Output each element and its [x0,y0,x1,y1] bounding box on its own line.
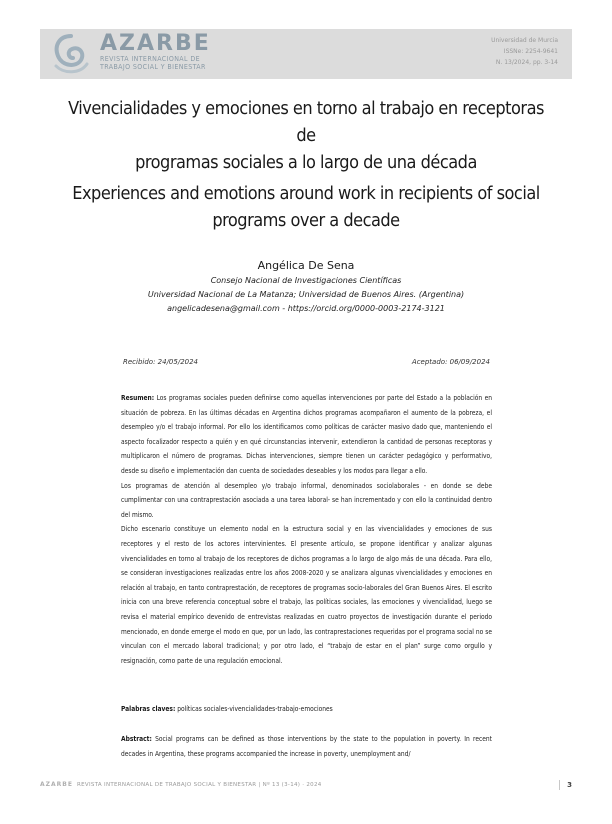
journal-header [40,29,572,79]
journal-issue: N. 13/2024, pp. 3-14 [495,59,558,66]
abstract-paragraph: Dicho escenario constituye un elemento nodal en la estructura social y en las vivencialidades y emociones de sus receptores y el resto de los actores intervinientes. El presente artículo, se propone identificar y analizar algunas vivencialidades en torno al trabajo de los receptores de dichos programas a lo largo de algo más de una década. Para ello, se consideran investigaciones realizadas entre los años 2008-2020 y se analizara algunas vivencialidades y emociones en relación al trabajo, en tanto contraprestación, de receptores de programas socio-laborales del Gran Buenos Aires. El escrito inicia con una breve referencia conceptual sobre el trabajo, las políticas sociales, las emociones y vivencialidad, luego se revisa el material empírico devenido de entrevistas realizadas en cuatro proyectos de investigación durante el periodo mencionado, en donde emerge el modo en que, por un lado, las contraprestaciones requeridas por el programa social no se vinculan con el mercado laboral tradicional; y por otro lado, el “trabajo de estar en el plan” surge como orgullo y resignación, como parte de una regulación emocional. [121,525,492,665]
journal-meta [491,35,558,68]
author-contact[interactable]: angelicadesena@gmail.com - https://orcid.org/0000-0003-2174-3121 [167,304,445,313]
journal-logo-subtitle-1: REVISTA INTERNACIONAL DE [100,55,200,63]
journal-issn: ISSNe: 2254-9641 [503,48,558,55]
abstract-en-text: Social programs can be defined as those interventions by the state to the population in poverty. In recent decades in Argentina, these programs accompanied the increase in poverty, unemployment and/ [121,735,492,758]
footer-journal-text: REVISTA INTERNACIONAL DE TRABAJO SOCIAL Y BIENESTAR | Nº 13 (3-14) · 2024 [77,782,322,788]
page-footer [40,779,572,793]
author-affiliation-1: Consejo Nacional de Investigaciones Científicas [210,276,402,285]
abstract-en-label: Abstract: [121,735,152,743]
author-affiliation-2: Universidad Nacional de La Matanza; Universidad de Buenos Aires. (Argentina) [147,290,465,299]
author-name: Angélica De Sena [257,259,355,272]
submission-dates [123,358,490,366]
abstract-paragraph-text: Los programas sociales pueden definirse como aquellas intervenciones por parte del Estado a la población en situación de pobreza. En las últimas décadas en Argentina dichos programas acompañaron el aumento de la pobreza, el desempleo y/o el trabajo informal. Por ello los identificamos como políticas de carácter masivo dado que, manteniendo el aspecto focalizador respecto a quién y en qué circunstancias intervenir, extendieron la cantidad de personas receptoras y multiplicaron el número de programas. Dichas intervenciones, siempre tienen un carácter pedagógico y performativo, desde su diseño e implementación dan cuenta de sociedades deseables y los modos para llegar a ello. [121,394,492,475]
page-number: 3 [567,781,572,789]
title-en-line-2: programs over a decade [212,210,400,231]
abstract-english [121,732,492,761]
journal-logo-subtitle-2: TRABAJO SOCIAL Y BIENESTAR [100,63,206,71]
keywords-label: Palabras claves: [121,705,176,713]
journal-logo-icon [50,32,92,76]
footer-logo: AZARBE [40,781,73,788]
abstract-label: Resumen: [121,394,155,402]
title-es-line-2: programas sociales a lo largo de una década [135,152,477,173]
keywords [121,703,492,715]
article-title-spanish [60,95,552,176]
footer-divider [559,780,560,790]
abstract-spanish [121,391,492,668]
keywords-text: políticas sociales-vivencialidades-trabajo-emociones [175,705,333,713]
abstract-en-paragraph [121,732,492,761]
author-block [60,258,552,316]
accepted-date: Aceptado: 06/09/2024 [411,358,490,366]
title-es-line-1: Vivencialidades y emociones en torno al trabajo en receptoras de [68,98,544,146]
abstract-paragraph: Los programas de atención al desempleo y/o trabajo informal, denominados sociolaborales - en donde se debe cumplimentar con una contraprestación asociada a una tarea laboral- se han incrementado y con ello la continuidad dentro del mismo. [121,481,492,519]
journal-university: Universidad de Murcia [491,37,558,44]
title-en-line-1: Experiences and emotions around work in recipients of social [72,183,540,204]
received-date: Recibido: 24/05/2024 [123,358,199,366]
abstract-paragraph [121,391,492,479]
journal-logo-name: AZARBE [100,31,211,56]
journal-logo-text [100,33,211,72]
article-title-english [60,180,552,234]
